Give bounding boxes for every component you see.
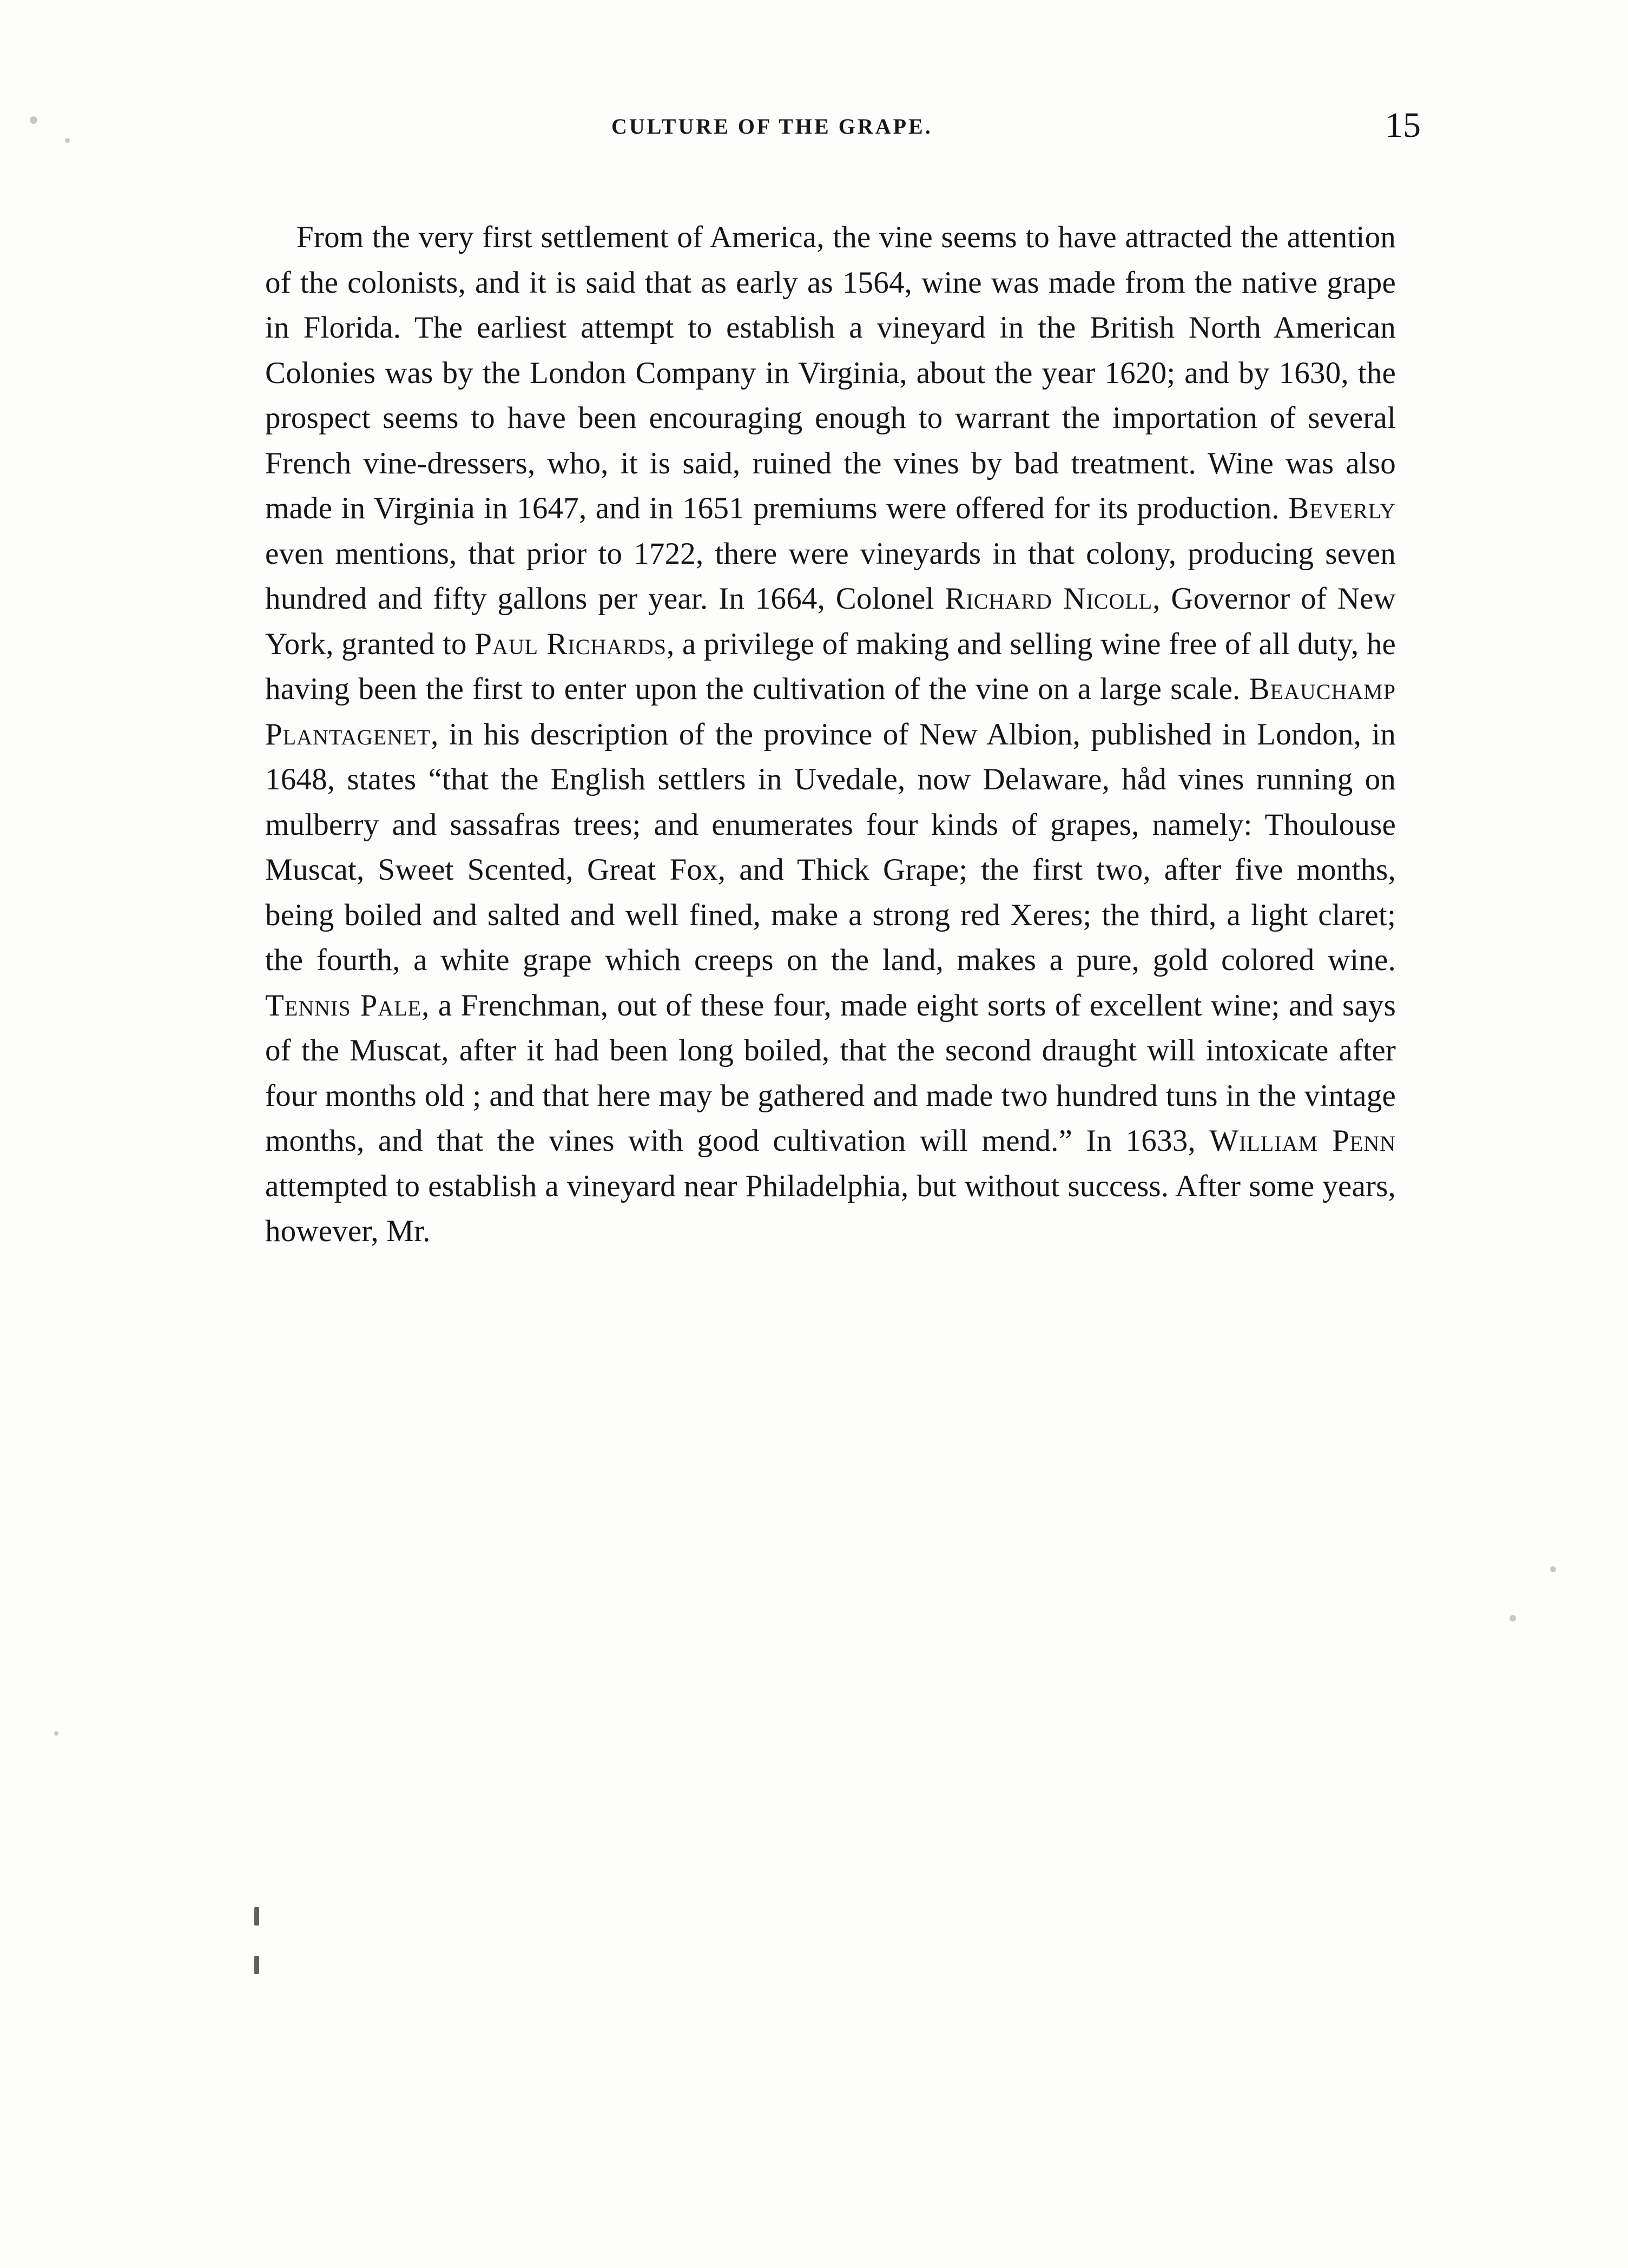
page-speck (65, 138, 70, 143)
page-speck (30, 116, 37, 124)
text-run: , a privilege of making and selling wine free of all duty, he having been the first to enter upon the cultivation of the vine on a large scale. (265, 627, 1396, 706)
small-caps-name: Beauchamp Plantagenet (265, 672, 1396, 751)
paragraph-rich-text (265, 220, 1396, 1248)
text-run: From the very first settlement of America, the vine seems to have attracted the attention of the colonists, and it is said that as early as 1564, wine was made from the native grape in Florida. The earliest attempt to establish a vineyard in the British North American Colonies was by the London Company in Virginia, about the year 1620; and by 1630, the prospect seems to have been encouraging enough to warrant the importation of several French vine-dressers, who, it is said, ruined the vines by bad treatment. Wine was also made in Virginia in 1647, and in 1651 premiums were offered for its production. (265, 220, 1396, 525)
small-caps-name: Richard Nicoll (945, 582, 1153, 616)
paragraph-text (265, 215, 1396, 1254)
text-run: attempted to establish a vineyard near Philadelphia, but without success. After some years, however, Mr. (265, 1169, 1396, 1248)
body-text-block (265, 184, 1396, 1285)
page-speck (1510, 1615, 1516, 1621)
text-run: , in his description of the province of New Albion, published in London, in 1648, states “that the English settlers in Uvedale, now Delaware, håd vines running on mulberry and sassafras trees; and enumerates four kinds of grapes, namely: Thoulouse Muscat, Sweet Scented, Great Fox, and Thick Grape; the first two, after five months, being boiled and salted and well fined, make a strong red Xeres; the third, a light claret; the fourth, a white grape which creeps on the land, makes a pure, gold colored wine. (265, 717, 1396, 977)
page-speck (54, 1731, 58, 1736)
text-run: , Governor of New York, granted to (265, 582, 1396, 661)
small-caps-name: Beverly (1288, 491, 1396, 525)
small-caps-name: Tennis Pale (265, 988, 422, 1023)
ink-smudge-mark (254, 1956, 259, 1974)
page-header (0, 106, 1628, 151)
small-caps-name: William Penn (1209, 1124, 1396, 1158)
text-run: , a Frenchman, out of these four, made eight sorts of excellent wine; and says of the Muscat, after it had been long boiled, that the second draught will intoxicate after four months old ; and that here may be gathered and made two hundred tuns in the vintage months, and that the vines with good cultivation will mend.” In 1633, (265, 988, 1396, 1158)
page-number: 15 (1385, 106, 1421, 145)
page-speck (1550, 1566, 1556, 1572)
running-head: CULTURE OF THE GRAPE. (611, 114, 933, 139)
text-run: even mentions, that prior to 1722, there were vineyards in that colony, producing seven hundred and fifty gallons per year. In 1664, Colonel (265, 536, 1396, 616)
ink-smudge-mark (254, 1907, 259, 1926)
small-caps-name: Paul Richards (474, 627, 667, 661)
